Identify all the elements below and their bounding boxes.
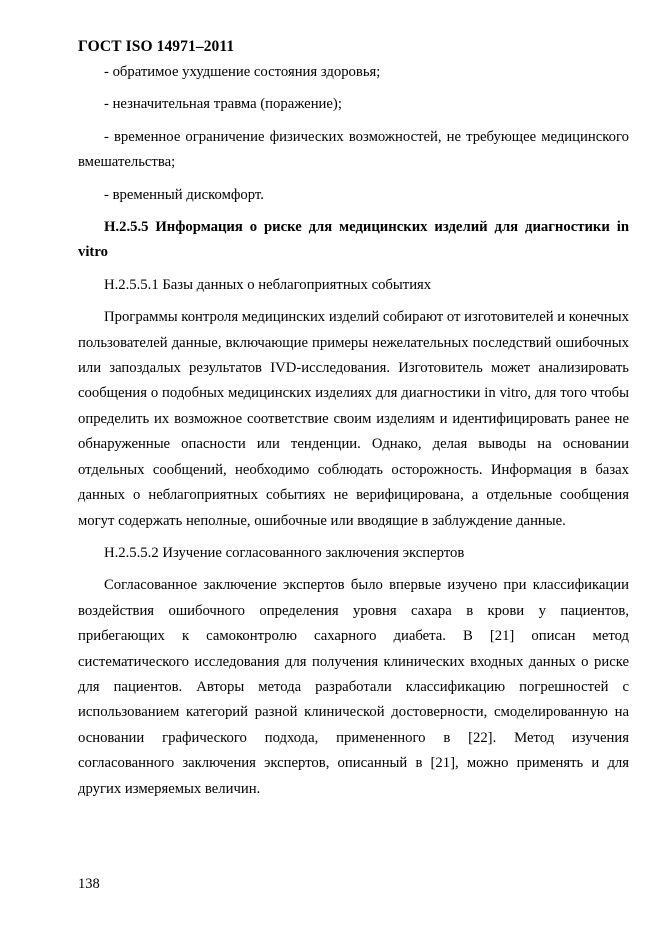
paragraph-adverse-event-databases: Программы контроля медицинских изделий собирают от изготовителей и конечных пользователей данные, включающие примеры нежелательных последствий ошибочных или запоздалых результатов IVD-исследования. Изготовитель может анализировать сообщения о подобных медицинских изделиях для диагностики in vitro, для того чтобы определить их возможное соответствие своим изделиям и идентифицировать ранее не обнаруженные опасности или тенденции. Однако, делая выводы на основании отдельных сообщений, необходимо соблюдать осторожность. Информация в базах данных о неблагоприятных событиях не верифицирована, а отдельные сообщения могут содержать неполные, ошибочные или вводящие в заблуждение данные. — [78, 309, 629, 529]
list-item-minor-injury: - незначительная травма (поражение); — [104, 96, 342, 113]
page-number: 138 — [78, 876, 100, 892]
list-item-reversible-deterioration: - обратимое ухудшение состояния здоровья; — [104, 64, 381, 80]
document-body — [78, 60, 629, 809]
subsection-heading-h2-5-5-2: H.2.5.5.2 Изучение согласованного заключения экспертов — [104, 544, 465, 561]
document-header-title: ГОСТ ISO 14971–2011 — [78, 38, 235, 55]
subsection-heading-h2-5-5-1: H.2.5.5.1 Базы данных о неблагоприятных событиях — [104, 276, 432, 293]
list-item-temporary-limitation: - временное ограничение физических возможностей, не требующее медицинского вмешательства; — [78, 128, 629, 171]
section-heading-h2-5-5: H.2.5.5 Информация о риске для медицинских изделий для диагностики in vitro — [78, 219, 629, 261]
paragraph-expert-consensus: Согласованное заключение экспертов было впервые изучено при классификации воздействия ошибочного определения уровня сахара в крови у пациентов, прибегающих к самоконтролю сахарного диабета. В [21] описан метод систематического исследования для получения клинических входных данных о риске для пациентов. Авторы метода разработали классификацию погрешностей с использованием категорий разной клинической достоверности, смоделированную на основании графического подхода, примененного в [22]. Метод изучения согласованного заключения экспертов, описанный в [21], можно применять и для других измеряемых величин. — [78, 577, 629, 797]
list-item-temporary-discomfort: - временный дискомфорт. — [104, 186, 264, 203]
